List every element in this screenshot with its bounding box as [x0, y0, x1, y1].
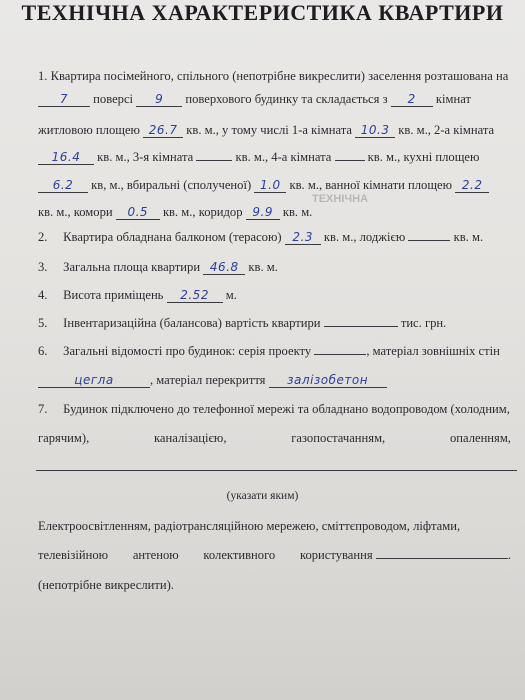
item1-line6	[38, 204, 511, 220]
total-area-value: 46.8	[203, 261, 245, 275]
item1-line4	[38, 149, 511, 165]
walls-label: , матеріал зовнішніх стін	[366, 344, 500, 358]
ceiling-height-value: 2.52	[167, 289, 223, 303]
loggia-blank	[408, 240, 450, 241]
walls-value: цегла	[38, 374, 150, 388]
room1-value: 10.3	[355, 124, 395, 138]
floor-material-label: , матеріал перекриття	[150, 373, 266, 387]
building-label: поверхового будинку та складається з	[185, 92, 388, 106]
living-label: житловою площею	[38, 123, 140, 137]
item2-line	[38, 229, 511, 245]
room3-label: кв. м., 3-я кімната	[97, 150, 194, 164]
item7-line5	[38, 547, 511, 563]
ceiling-height-unit: м.	[225, 288, 237, 302]
word-television: телевізійною	[38, 548, 109, 562]
item5-number: 5.	[38, 316, 48, 330]
balcony-value: 2.3	[285, 231, 321, 245]
rooms-value: 2	[391, 93, 433, 107]
room4-blank	[335, 160, 365, 161]
item1-line3	[38, 122, 511, 138]
item1-line1	[38, 68, 511, 84]
item1-number: 1.	[38, 69, 48, 83]
item7-line4	[38, 518, 511, 534]
utility-gas: газопостачанням,	[291, 431, 386, 445]
item1-line5	[38, 177, 511, 193]
kitchen-value: 6.2	[38, 179, 88, 193]
use-group	[300, 547, 511, 563]
storage-label: кв. м., комори	[38, 205, 113, 219]
item2-number: 2.	[38, 230, 48, 244]
item2-end-unit: кв. м.	[453, 230, 484, 244]
inventory-value-label: Інвентаризаційна (балансова) вартість квартири	[63, 316, 321, 330]
floor-label: поверсі	[93, 92, 134, 106]
inventory-value-blank	[324, 326, 398, 327]
word-collective: колективного	[203, 548, 276, 562]
living-area-value: 26.7	[143, 124, 183, 138]
strike-out-note: (непотрібне викреслити).	[38, 578, 174, 592]
storage-value: 0.5	[116, 206, 160, 220]
item1-line2	[38, 91, 511, 107]
inventory-value-unit: тис. грн.	[400, 316, 447, 330]
total-area-unit: кв. м.	[248, 260, 278, 274]
item4-line	[38, 287, 511, 303]
project-series-label: Загальні відомості про будинок: серія проекту	[63, 344, 312, 358]
item3-number: 3.	[38, 260, 48, 274]
heating-type-hint: (указати яким)	[226, 490, 299, 502]
floor-material-value: залізобетон	[269, 374, 387, 388]
item7-line6	[38, 577, 511, 593]
kitchen-label: кв. м., кухні площею	[367, 150, 480, 164]
floors-value: 9	[136, 93, 182, 107]
room4-label: кв. м., 4-а кімната	[235, 150, 332, 164]
amenities-text: Електроосвітленням, радіотрансляційною мережею, сміттєпроводом, ліфтами,	[38, 519, 461, 533]
item5-line	[38, 315, 511, 331]
loggia-label: кв. м., лоджією	[323, 230, 406, 244]
item6-number: 6.	[38, 344, 48, 358]
item4-number: 4.	[38, 288, 48, 302]
item7-number: 7.	[38, 402, 48, 416]
item1-intro-text: Квартира посімейного, спільного (непотрібне викреслити) заселення розташована на	[50, 69, 509, 83]
utility-sewage: каналізацією,	[153, 431, 227, 445]
room2-label: кв. м., 2-а кімната	[398, 123, 495, 137]
item6-line1	[38, 343, 511, 359]
room3-blank	[196, 160, 232, 161]
line-end-dot: .	[507, 548, 511, 562]
wc-label: кв, м., вбиральні (сполученої)	[91, 178, 252, 192]
word-use: користування	[299, 548, 373, 562]
floor-value: 7	[38, 93, 90, 107]
document-title: ТЕХНІЧНА ХАРАКТЕРИСТИКА КВАРТИРИ	[21, 0, 504, 25]
antenna-blank	[376, 558, 508, 559]
word-antenna: антеною	[132, 548, 179, 562]
utility-heating: опаленням,	[449, 431, 511, 445]
faded-stamp-mark: ТЕХНІЧНА	[312, 193, 369, 205]
utility-hot-water: гарячим),	[38, 431, 90, 445]
item7-line1	[38, 401, 511, 417]
project-series-blank	[314, 354, 366, 355]
corridor-label: кв. м., коридор	[162, 205, 243, 219]
item7-line2	[38, 430, 511, 446]
corridor-value: 9.9	[246, 206, 280, 220]
room1-label: кв. м., у тому числі 1-а кімната	[186, 123, 352, 137]
total-area-label: Загальна площа квартири	[63, 260, 201, 274]
ceiling-height-label: Висота приміщень	[63, 288, 164, 302]
item3-line	[38, 259, 511, 275]
utilities-text: Будинок підключено до телефонної мережі та обладнано водопроводом (холодним,	[63, 402, 510, 416]
heating-type-blank-line	[36, 470, 517, 471]
room2-value: 16.4	[38, 151, 94, 165]
bath-value: 2.2	[455, 179, 489, 193]
wc-value: 1.0	[254, 179, 286, 193]
balcony-label: Квартира обладнана балконом (терасою)	[63, 230, 282, 244]
item6-line2	[38, 372, 511, 388]
item1-end-unit: кв. м.	[282, 205, 313, 219]
bath-label: кв. м., ванної кімнати площею	[289, 178, 453, 192]
rooms-label: кімнат	[435, 92, 471, 106]
